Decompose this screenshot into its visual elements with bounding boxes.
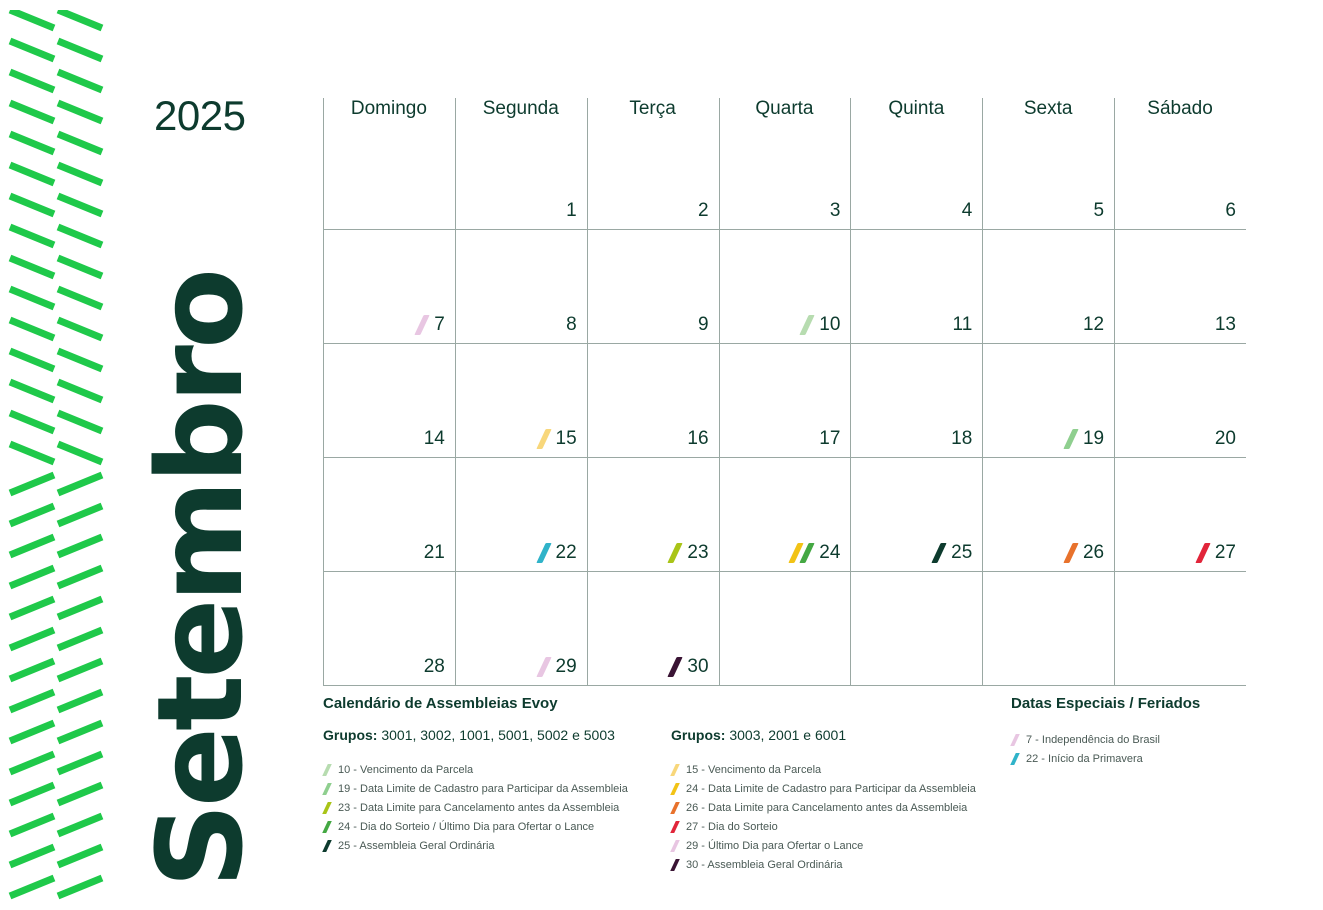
stripe-segment: [58, 506, 102, 524]
day-cell-2: [587, 198, 709, 224]
day-cell-11: [850, 312, 972, 338]
stripe-segment: [10, 413, 54, 431]
day-number: 15: [555, 428, 577, 449]
grid-row-divider: [323, 685, 1246, 686]
day-number: 14: [423, 428, 445, 449]
legend-item: [671, 817, 976, 836]
legend-item: [323, 779, 628, 798]
stripe-segment: [10, 630, 54, 648]
stripe-segment: [58, 723, 102, 741]
legend-text: 29 - Último Dia para Ofertar o Lance: [686, 839, 864, 852]
day-cell-26: [982, 540, 1104, 566]
day-cell-3: [719, 198, 841, 224]
group2-label: Grupos:: [671, 727, 726, 743]
legend-swatch: [1010, 734, 1020, 746]
group1-header: [323, 727, 615, 743]
day-cell-4: [850, 198, 972, 224]
stripe-segment: [58, 196, 102, 214]
stripe-segment: [58, 630, 102, 648]
day-number: 17: [819, 428, 841, 449]
group2-header: [671, 727, 846, 743]
stripe-segment: [58, 165, 102, 183]
stripe-segment: [10, 258, 54, 276]
stripe-segment: [58, 444, 102, 462]
group1-codes: 3001, 3002, 1001, 5001, 5002 e 5003: [377, 727, 615, 743]
stripe-segment: [58, 413, 102, 431]
legend-item: [671, 836, 976, 855]
day-number: 4: [961, 200, 973, 221]
group2-legend: [671, 760, 976, 874]
event-markers: [1068, 429, 1079, 449]
stripe-segment: [10, 289, 54, 307]
stripe-segment: [10, 847, 54, 865]
legend-swatch: [670, 840, 680, 852]
stripe-segment: [58, 847, 102, 865]
stripe-segment: [10, 196, 54, 214]
day-number: 12: [1082, 314, 1105, 335]
event-marker: [668, 543, 683, 563]
day-cell-20: [1114, 426, 1236, 452]
legend-text: 27 - Dia do Sorteio: [686, 820, 778, 833]
event-markers: [672, 543, 683, 563]
stripe-segment: [58, 692, 102, 710]
legend-swatch: [670, 764, 680, 776]
grid-column-divider: [587, 98, 588, 686]
grid-row-divider: [323, 457, 1246, 458]
grid-column-divider: [323, 98, 324, 686]
stripe-segment: [58, 134, 102, 152]
weekday-header: Domingo: [350, 98, 427, 119]
day-cell-14: [323, 426, 445, 452]
legend-item: [323, 836, 628, 855]
event-markers: [793, 543, 815, 563]
special-dates-legend: [1011, 730, 1160, 768]
legend-item: [671, 760, 976, 779]
day-number: 3: [829, 200, 841, 221]
event-markers: [1068, 543, 1079, 563]
legend-swatch: [322, 802, 332, 814]
day-cell-30: [587, 654, 709, 680]
day-cell-23: [587, 540, 709, 566]
stripe-segment: [58, 382, 102, 400]
event-marker: [1063, 429, 1078, 449]
stripe-segment: [10, 103, 54, 121]
stripe-segment: [10, 351, 54, 369]
legend-text: 15 - Vencimento da Parcela: [686, 763, 822, 776]
stripe-segment: [58, 351, 102, 369]
stripe-segment: [58, 475, 102, 493]
day-number: 8: [566, 314, 577, 335]
event-marker: [1195, 543, 1210, 563]
day-number: 16: [687, 428, 709, 449]
legend-item: [323, 817, 628, 836]
day-cell-27: [1114, 540, 1236, 566]
legend-item: [671, 855, 976, 874]
legend-swatch: [322, 764, 332, 776]
day-cell-15: [455, 426, 577, 452]
event-markers: [1200, 543, 1211, 563]
event-marker: [668, 657, 683, 677]
weekday-header: Terça: [629, 98, 676, 119]
legend-item: [671, 779, 976, 798]
event-marker: [536, 543, 551, 563]
stripe-segment: [10, 723, 54, 741]
stripe-segment: [10, 444, 54, 462]
stripe-segment: [58, 227, 102, 245]
day-number: 20: [1214, 428, 1236, 449]
legend-text: 30 - Assembleia Geral Ordinária: [686, 858, 843, 871]
decorative-chevron-stripes: [8, 10, 104, 900]
day-cell-17: [719, 426, 841, 452]
day-cell-24: [719, 540, 841, 566]
weekday-header: Quinta: [888, 98, 945, 119]
legend-text: 26 - Data Limite para Cancelamento antes da Assembleia: [686, 801, 968, 814]
day-cell-8: [455, 312, 577, 338]
day-number: 11: [952, 314, 973, 335]
event-markers: [541, 657, 552, 677]
stripe-segment: [58, 289, 102, 307]
weekday-header: Segunda: [482, 98, 559, 119]
day-number: 27: [1214, 542, 1236, 563]
event-markers: [541, 429, 552, 449]
day-cell-28: [323, 654, 445, 680]
legend-text: 7 - Independência do Brasil: [1026, 733, 1160, 746]
day-number: 22: [555, 542, 577, 563]
assemblies-legend-title: Calendário de Assembleias Evoy: [323, 695, 558, 712]
legend-swatch: [670, 859, 680, 871]
event-marker: [536, 657, 551, 677]
stripe-segment: [10, 41, 54, 59]
legend-item: [1011, 749, 1160, 768]
event-marker: [800, 315, 815, 335]
day-cell-16: [587, 426, 709, 452]
day-number: 13: [1214, 314, 1236, 335]
day-cell-7: [323, 312, 445, 338]
day-cell-9: [587, 312, 709, 338]
legend-text: 19 - Data Limite de Cadastro para Participar da Assembleia: [338, 782, 628, 795]
stripe-segment: [10, 72, 54, 90]
day-number: 18: [951, 428, 973, 449]
stripe-segment: [58, 103, 102, 121]
day-cell-18: [850, 426, 972, 452]
month-title: Setembro: [131, 271, 269, 889]
day-cell-6: [1114, 198, 1236, 224]
stripe-segment: [10, 537, 54, 555]
day-cell-25: [850, 540, 972, 566]
stripe-segment: [10, 134, 54, 152]
legend-swatch: [322, 821, 332, 833]
stripe-segment: [10, 475, 54, 493]
legend-swatch: [670, 821, 680, 833]
day-number: 1: [566, 200, 577, 221]
stripe-segment: [10, 10, 54, 28]
group2-codes: 3003, 2001 e 6001: [725, 727, 847, 743]
event-marker: [931, 543, 946, 563]
stripe-segment: [58, 41, 102, 59]
stripe-segment: [58, 320, 102, 338]
stripe-segment: [58, 258, 102, 276]
day-cell-21: [323, 540, 445, 566]
grid-row-divider: [323, 229, 1246, 230]
stripe-segment: [10, 878, 54, 896]
grid-row-divider: [323, 343, 1246, 344]
legend-swatch: [670, 802, 680, 814]
day-number: 25: [951, 542, 973, 563]
stripe-segment: [10, 692, 54, 710]
weekday-header: Quarta: [755, 98, 814, 119]
stripe-segment: [10, 661, 54, 679]
stripe-segment: [58, 10, 102, 28]
day-number: 21: [423, 542, 445, 563]
grid-column-divider: [719, 98, 720, 686]
day-number: 30: [687, 656, 709, 677]
day-number: 29: [555, 656, 577, 677]
day-number: 23: [687, 542, 709, 563]
stripe-segment: [10, 320, 54, 338]
legend-item: [1011, 730, 1160, 749]
stripe-segment: [58, 72, 102, 90]
stripe-segment: [58, 878, 102, 896]
grid-column-divider: [850, 98, 851, 686]
group1-label: Grupos:: [323, 727, 378, 743]
stripe-segment: [58, 568, 102, 586]
legend-swatch: [1010, 753, 1020, 765]
stripe-segment: [58, 754, 102, 772]
stripe-segment: [58, 537, 102, 555]
stripe-segment: [58, 599, 102, 617]
day-number: 19: [1082, 428, 1105, 449]
stripe-segment: [10, 165, 54, 183]
legend-item: [323, 798, 628, 817]
stripe-segment: [10, 382, 54, 400]
stripe-segment: [58, 661, 102, 679]
stripe-segment: [10, 754, 54, 772]
legend-text: 24 - Data Limite de Cadastro para Participar da Assembleia: [686, 782, 976, 795]
special-dates-title: Datas Especiais / Feriados: [1011, 695, 1201, 712]
legend-text: 23 - Data Limite para Cancelamento antes da Assembleia: [338, 801, 620, 814]
stripe-segment: [58, 816, 102, 834]
day-cell-5: [982, 198, 1104, 224]
legend-item: [323, 760, 628, 779]
group1-legend: [323, 760, 628, 855]
event-markers: [419, 315, 430, 335]
day-cell-12: [982, 312, 1104, 338]
day-number: 9: [697, 314, 709, 335]
year-label: 2025: [154, 92, 246, 139]
event-markers: [936, 543, 947, 563]
grid-column-divider: [982, 98, 983, 686]
event-marker: [536, 429, 551, 449]
legend-swatch: [322, 840, 332, 852]
day-number: 26: [1082, 542, 1105, 563]
event-markers: [672, 657, 683, 677]
day-cell-22: [455, 540, 577, 566]
grid-row-divider: [323, 571, 1246, 572]
day-cell-1: [455, 198, 577, 224]
event-markers: [541, 543, 552, 563]
weekday-header: Sexta: [1023, 98, 1073, 119]
day-cell-10: [719, 312, 841, 338]
stripe-segment: [10, 816, 54, 834]
stripe-segment: [10, 599, 54, 617]
day-number: 10: [819, 314, 841, 335]
legend-swatch: [670, 783, 680, 795]
weekday-header: Sábado: [1147, 98, 1213, 119]
calendar-grid: [323, 98, 1246, 686]
day-cell-29: [455, 654, 577, 680]
stripe-segment: [10, 568, 54, 586]
day-number: 7: [434, 314, 445, 335]
day-number: 6: [1225, 200, 1236, 221]
day-number: 2: [697, 200, 709, 221]
legend-text: 22 - Início da Primavera: [1026, 752, 1143, 765]
event-marker: [415, 315, 430, 335]
legend-text: 10 - Vencimento da Parcela: [338, 763, 474, 776]
day-number: 28: [423, 656, 445, 677]
stripe-segment: [10, 506, 54, 524]
grid-column-divider: [1114, 98, 1115, 686]
day-cell-19: [982, 426, 1104, 452]
legend-text: 24 - Dia do Sorteio / Último Dia para Ofertar o Lance: [338, 820, 595, 833]
stripe-segment: [58, 785, 102, 803]
event-markers: [804, 315, 815, 335]
stripe-segment: [10, 785, 54, 803]
day-number: 5: [1093, 200, 1105, 221]
legend-swatch: [322, 783, 332, 795]
grid-column-divider: [455, 98, 456, 686]
legend-text: 25 - Assembleia Geral Ordinária: [338, 839, 495, 852]
day-number: 24: [819, 542, 841, 563]
event-marker: [1063, 543, 1078, 563]
legend-item: [671, 798, 976, 817]
day-cell-13: [1114, 312, 1236, 338]
stripe-segment: [10, 227, 54, 245]
